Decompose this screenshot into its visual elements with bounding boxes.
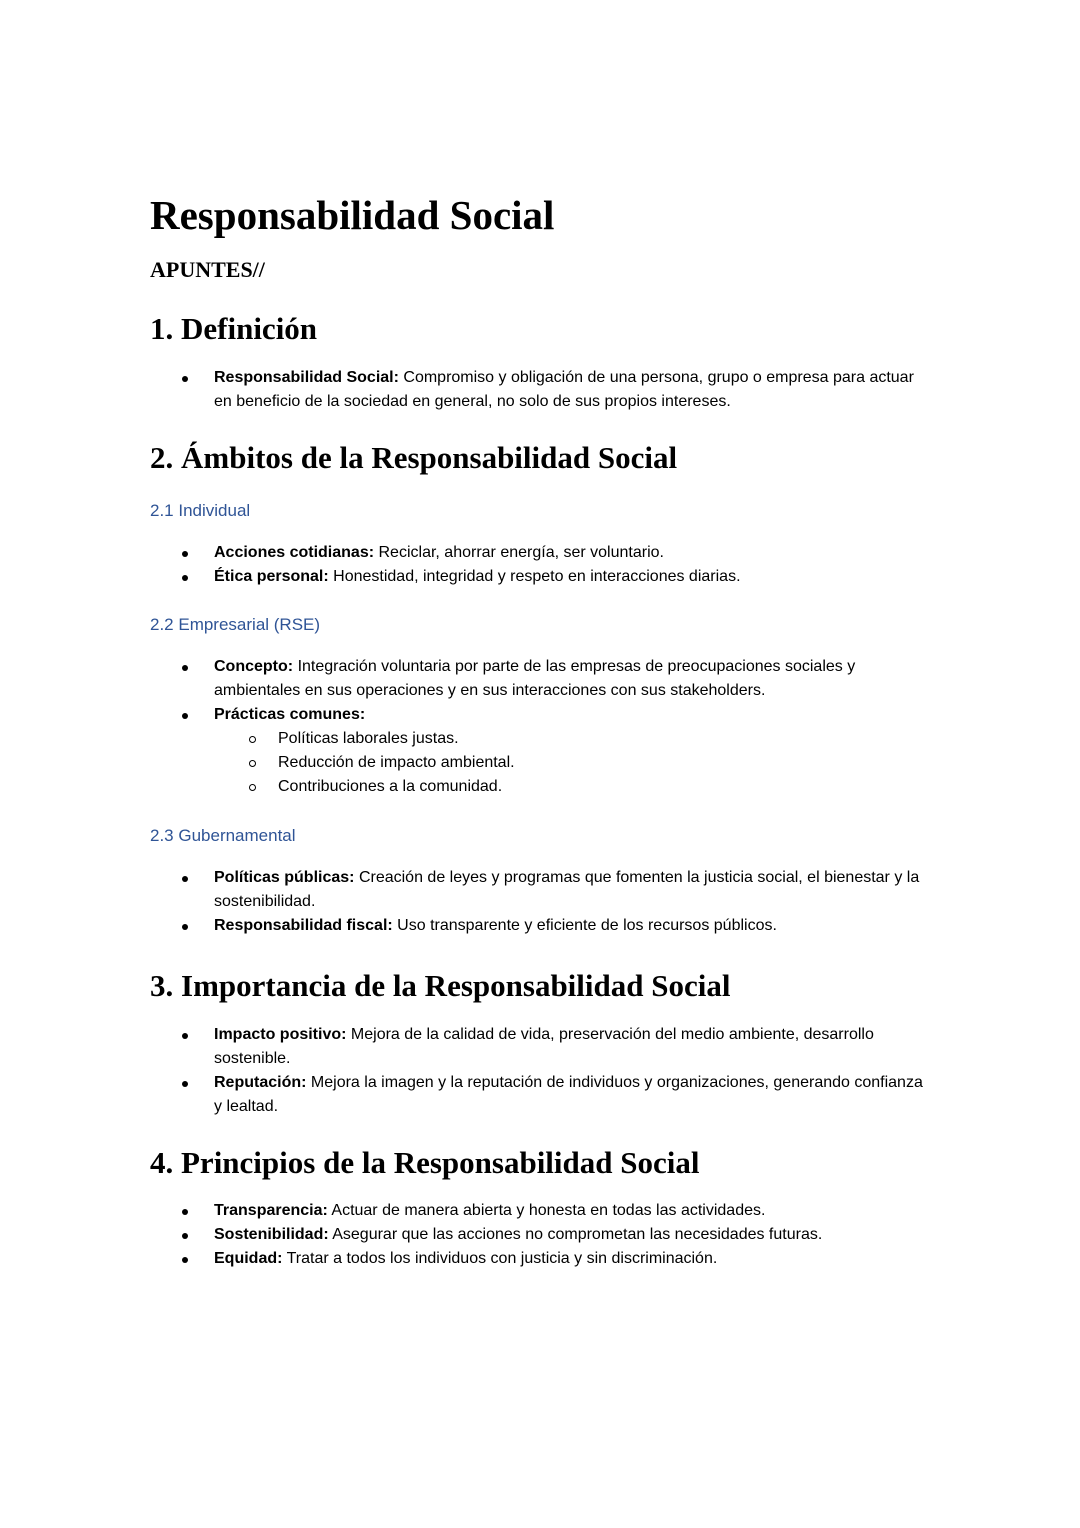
document-title: Responsabilidad Social <box>150 192 555 238</box>
document-subtitle: APUNTES// <box>150 257 265 282</box>
section-heading-importancia: 3. Importancia de la Responsabilidad Social <box>150 968 731 1003</box>
item-term: Políticas públicas: <box>214 869 355 886</box>
item-term: Ética personal: <box>214 568 329 585</box>
item-text: Honestidad, integridad y respeto en interacciones diarias. <box>333 568 741 585</box>
item-text: Creación de leyes y programas que fomenten la justicia social, el bienestar y la sostenibilidad. <box>214 869 920 910</box>
item-text: Uso transparente y eficiente de los recursos públicos. <box>397 917 777 934</box>
item-text: Mejora la imagen y la reputación de individuos y organizaciones, generando confianza y lealtad. <box>214 1074 923 1115</box>
principios-list <box>150 1199 930 1271</box>
sublist-item: Políticas laborales justas. <box>214 727 930 751</box>
item-text: Reciclar, ahorrar energía, ser voluntario. <box>378 544 664 561</box>
sublist-item: Reducción de impacto ambiental. <box>214 751 930 775</box>
subsection-heading-gubernamental: 2.3 Gubernamental <box>150 826 296 845</box>
definicion-list <box>150 366 930 414</box>
section-heading-principios: 4. Principios de la Responsabilidad Social <box>150 1145 700 1180</box>
list-item <box>150 1223 930 1247</box>
document-page <box>150 190 930 1271</box>
item-text: Actuar de manera abierta y honesta en todas las actividades. <box>331 1202 766 1219</box>
sublist-item: Contribuciones a la comunidad. <box>214 775 930 799</box>
list-item <box>150 1247 930 1271</box>
item-term: Prácticas comunes: <box>214 706 366 723</box>
item-text: Tratar a todos los individuos con justicia y sin discriminación. <box>286 1250 718 1267</box>
importancia-list <box>150 1023 930 1119</box>
practicas-sublist <box>214 727 930 799</box>
item-term: Concepto: <box>214 658 294 675</box>
list-item <box>150 1023 930 1071</box>
item-term: Equidad: <box>214 1250 283 1267</box>
item-term: Impacto positivo: <box>214 1026 347 1043</box>
item-term: Acciones cotidianas: <box>214 544 375 561</box>
subsection-heading-individual: 2.1 Individual <box>150 501 251 520</box>
item-text: Integración voluntaria por parte de las empresas de preocupaciones sociales y ambientales en sus operaciones y en sus interacciones con sus stakeholders. <box>214 658 856 699</box>
list-item <box>150 541 930 565</box>
item-term: Responsabilidad fiscal: <box>214 917 393 934</box>
item-term: Reputación: <box>214 1074 307 1091</box>
item-text: Asegurar que las acciones no comprometan las necesidades futuras. <box>332 1226 823 1243</box>
section-heading-definicion: 1. Definición <box>150 311 318 346</box>
item-text: Compromiso y obligación de una persona, grupo o empresa para actuar en beneficio de la sociedad en general, no solo de sus propios intereses. <box>214 369 914 410</box>
subsection-heading-empresarial: 2.2 Empresarial (RSE) <box>150 615 321 634</box>
list-item <box>150 366 930 414</box>
list-item <box>150 703 930 799</box>
list-item <box>150 866 930 914</box>
list-item <box>150 914 930 938</box>
item-term: Sostenibilidad: <box>214 1226 329 1243</box>
item-term: Responsabilidad Social: <box>214 369 399 386</box>
empresarial-list <box>150 655 930 799</box>
list-item <box>150 1199 930 1223</box>
section-heading-ambitos: 2. Ámbitos de la Responsabilidad Social <box>150 440 678 475</box>
list-item <box>150 565 930 589</box>
list-item <box>150 1071 930 1119</box>
item-term: Transparencia: <box>214 1202 328 1219</box>
gubernamental-list <box>150 866 930 938</box>
list-item <box>150 655 930 703</box>
item-text: Mejora de la calidad de vida, preservación del medio ambiente, desarrollo sostenible. <box>214 1026 874 1067</box>
individual-list <box>150 541 930 589</box>
